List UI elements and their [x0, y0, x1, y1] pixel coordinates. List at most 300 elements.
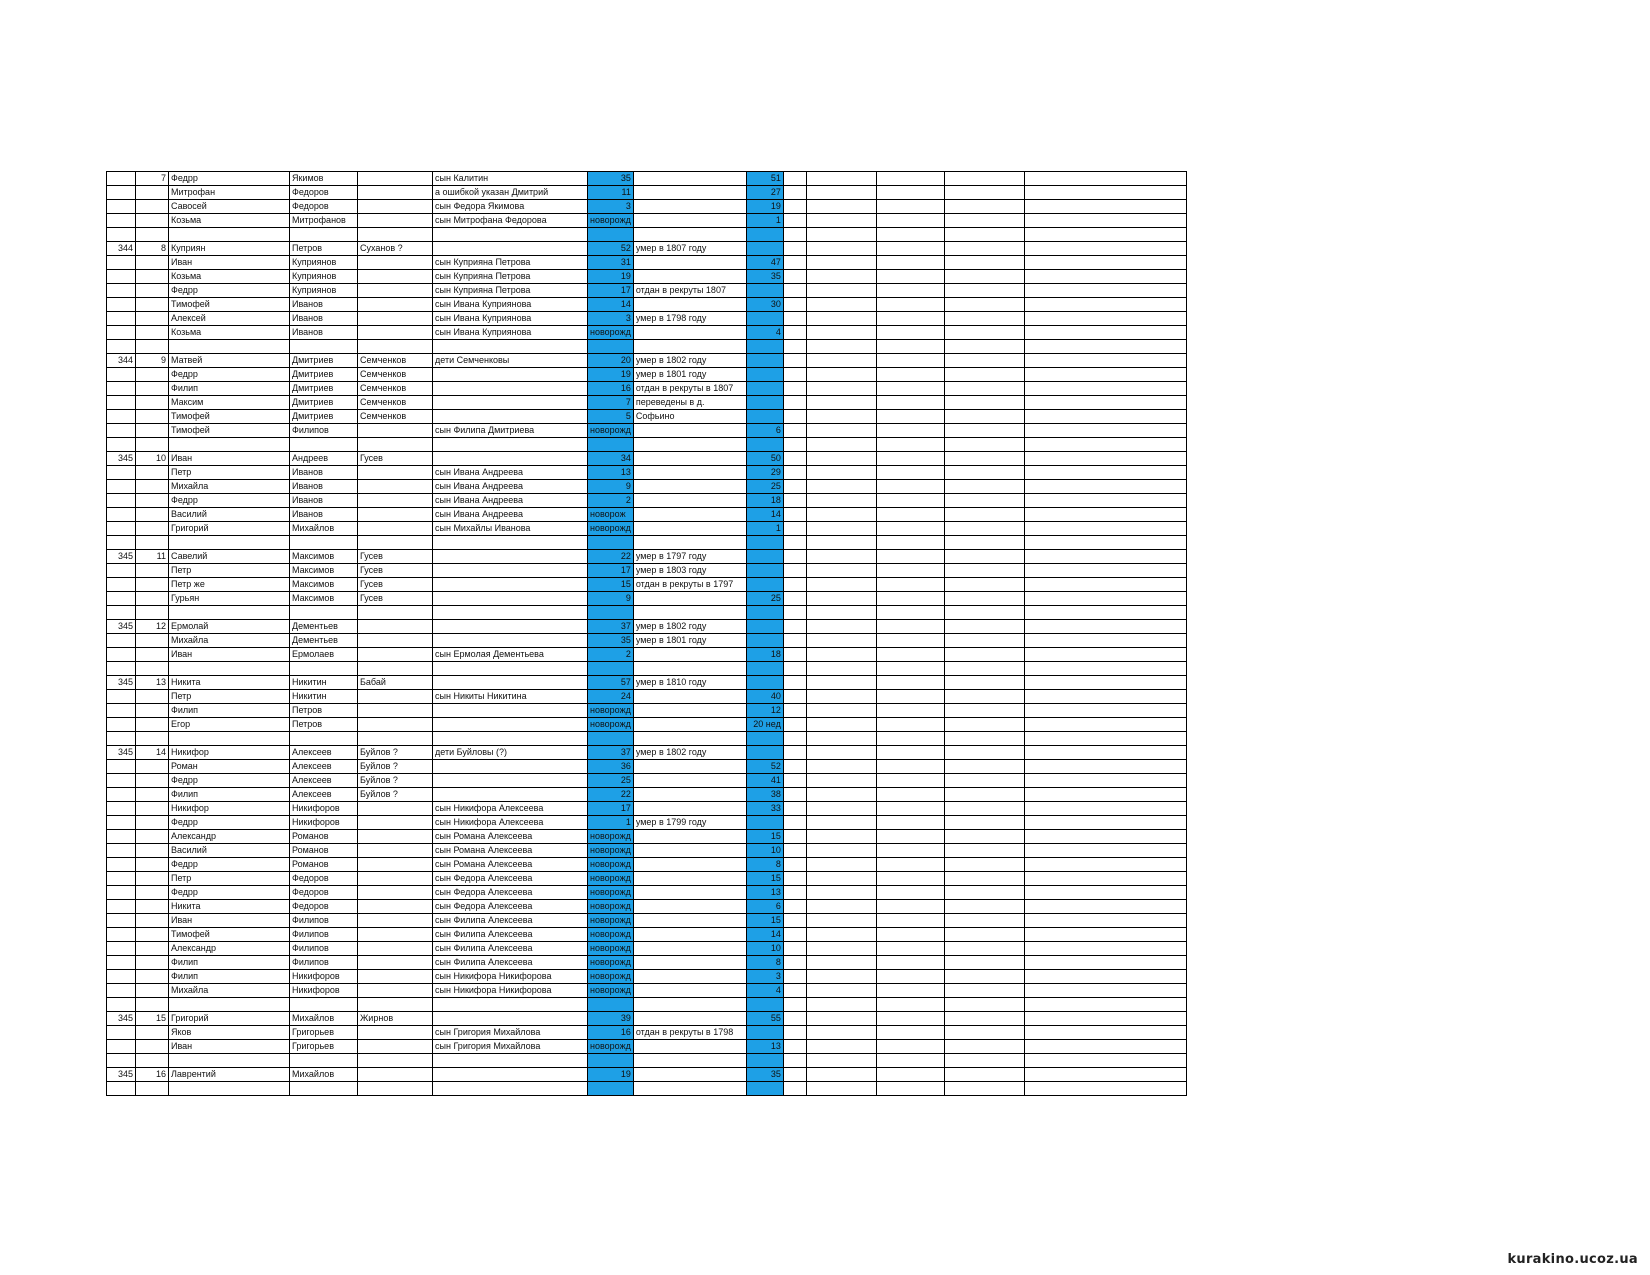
- age-1-cell: [588, 1054, 634, 1068]
- extra-col-4-cell: [944, 816, 1024, 830]
- extra-col-4-cell: [944, 606, 1024, 620]
- extra-col-4-cell: [944, 872, 1024, 886]
- first-name-cell: Лаврентий: [169, 1068, 290, 1082]
- extra-col-2-cell: [806, 312, 876, 326]
- table-row: [107, 620, 1187, 634]
- extra-col-1-cell: [783, 550, 806, 564]
- age-2-cell: 51: [746, 172, 783, 186]
- extra-col-3-cell: [876, 620, 944, 634]
- extra-col-2-cell: [806, 620, 876, 634]
- extra-col-4-cell: [944, 690, 1024, 704]
- remark-cell: [633, 508, 746, 522]
- age-2-cell: 40: [746, 690, 783, 704]
- household-number-cell: [136, 648, 169, 662]
- extra-col-5-cell: [1024, 760, 1186, 774]
- relation-note-cell: сын Филипа Алексеева: [433, 956, 588, 970]
- page-number-cell: [107, 900, 136, 914]
- patronymic-cell: Алексеев: [290, 746, 358, 760]
- table-row: [107, 480, 1187, 494]
- page-number-cell: [107, 200, 136, 214]
- age-1-cell: новорожд: [588, 844, 634, 858]
- extra-col-2-cell: [806, 214, 876, 228]
- relation-note-cell: сын Куприяна Петрова: [433, 256, 588, 270]
- extra-col-1-cell: [783, 816, 806, 830]
- patronymic-cell: Романов: [290, 830, 358, 844]
- age-1-cell: 35: [588, 634, 634, 648]
- extra-col-4-cell: [944, 424, 1024, 438]
- extra-col-4-cell: [944, 466, 1024, 480]
- relation-note-cell: [433, 1082, 588, 1096]
- remark-cell: умер в 1798 году: [633, 312, 746, 326]
- extra-col-3-cell: [876, 732, 944, 746]
- extra-col-5-cell: [1024, 186, 1186, 200]
- extra-col-1-cell: [783, 1068, 806, 1082]
- first-name-cell: Григорий: [169, 1012, 290, 1026]
- extra-col-1-cell: [783, 956, 806, 970]
- page-number-cell: [107, 606, 136, 620]
- household-number-cell: [136, 760, 169, 774]
- extra-col-5-cell: [1024, 844, 1186, 858]
- age-1-cell: 2: [588, 494, 634, 508]
- relation-note-cell: сын Никифора Никифорова: [433, 984, 588, 998]
- extra-col-5-cell: [1024, 1054, 1186, 1068]
- extra-col-4-cell: [944, 900, 1024, 914]
- patronymic-cell: Федоров: [290, 900, 358, 914]
- first-name-cell: Федрр: [169, 858, 290, 872]
- remark-cell: [633, 494, 746, 508]
- extra-col-1-cell: [783, 662, 806, 676]
- table-row: [107, 984, 1187, 998]
- patronymic-cell: Алексеев: [290, 760, 358, 774]
- extra-col-1-cell: [783, 256, 806, 270]
- page-number-cell: [107, 368, 136, 382]
- extra-col-5-cell: [1024, 340, 1186, 354]
- table-row: [107, 368, 1187, 382]
- age-2-cell: [746, 228, 783, 242]
- extra-col-4-cell: [944, 1068, 1024, 1082]
- first-name-cell: Григорий: [169, 522, 290, 536]
- table-row: [107, 494, 1187, 508]
- age-1-cell: 52: [588, 242, 634, 256]
- extra-col-2-cell: [806, 592, 876, 606]
- remark-cell: [633, 424, 746, 438]
- surname-cell: Семченков: [358, 410, 433, 424]
- extra-col-4-cell: [944, 984, 1024, 998]
- remark-cell: отдан в рекруты 1807: [633, 284, 746, 298]
- extra-col-3-cell: [876, 886, 944, 900]
- surname-cell: Гусев: [358, 550, 433, 564]
- extra-col-2-cell: [806, 704, 876, 718]
- age-2-cell: 15: [746, 914, 783, 928]
- relation-note-cell: [433, 634, 588, 648]
- household-number-cell: [136, 340, 169, 354]
- age-2-cell: [746, 312, 783, 326]
- surname-cell: [358, 214, 433, 228]
- age-2-cell: 13: [746, 1040, 783, 1054]
- extra-col-2-cell: [806, 326, 876, 340]
- table-row: [107, 326, 1187, 340]
- household-number-cell: [136, 564, 169, 578]
- surname-cell: [358, 914, 433, 928]
- age-1-cell: [588, 662, 634, 676]
- extra-col-1-cell: [783, 760, 806, 774]
- extra-col-5-cell: [1024, 886, 1186, 900]
- extra-col-2-cell: [806, 1068, 876, 1082]
- age-2-cell: [746, 634, 783, 648]
- household-number-cell: [136, 900, 169, 914]
- extra-col-1-cell: [783, 466, 806, 480]
- relation-note-cell: [433, 1068, 588, 1082]
- remark-cell: [633, 186, 746, 200]
- extra-col-5-cell: [1024, 634, 1186, 648]
- relation-note-cell: [433, 368, 588, 382]
- remark-cell: [633, 340, 746, 354]
- age-1-cell: новорожд: [588, 522, 634, 536]
- age-1-cell: новорожд: [588, 424, 634, 438]
- relation-note-cell: сын Никиты Никитина: [433, 690, 588, 704]
- page-number-cell: 345: [107, 676, 136, 690]
- extra-col-1-cell: [783, 1082, 806, 1096]
- extra-col-5-cell: [1024, 1026, 1186, 1040]
- patronymic-cell: Романов: [290, 858, 358, 872]
- table-row: [107, 830, 1187, 844]
- table-row: [107, 354, 1187, 368]
- first-name-cell: [169, 536, 290, 550]
- remark-cell: [633, 1012, 746, 1026]
- patronymic-cell: Дементьев: [290, 634, 358, 648]
- page-number-cell: [107, 578, 136, 592]
- extra-col-2-cell: [806, 522, 876, 536]
- extra-col-3-cell: [876, 1026, 944, 1040]
- remark-cell: [633, 788, 746, 802]
- extra-col-2-cell: [806, 676, 876, 690]
- page-number-cell: [107, 914, 136, 928]
- extra-col-3-cell: [876, 592, 944, 606]
- table-row: [107, 1026, 1187, 1040]
- household-number-cell: [136, 606, 169, 620]
- table-row: [107, 564, 1187, 578]
- household-number-cell: [136, 1026, 169, 1040]
- relation-note-cell: [433, 228, 588, 242]
- household-number-cell: [136, 690, 169, 704]
- extra-col-3-cell: [876, 1082, 944, 1096]
- age-1-cell: 22: [588, 550, 634, 564]
- household-number-cell: [136, 578, 169, 592]
- relation-note-cell: а ошибкой указан Дмитрий: [433, 186, 588, 200]
- extra-col-2-cell: [806, 284, 876, 298]
- page-number-cell: [107, 508, 136, 522]
- extra-col-3-cell: [876, 186, 944, 200]
- first-name-cell: Федрр: [169, 284, 290, 298]
- extra-col-4-cell: [944, 1082, 1024, 1096]
- relation-note-cell: сын Федора Алексеева: [433, 886, 588, 900]
- table-row: [107, 732, 1187, 746]
- extra-col-2-cell: [806, 200, 876, 214]
- page-number-cell: 344: [107, 242, 136, 256]
- relation-note-cell: [433, 550, 588, 564]
- household-number-cell: [136, 802, 169, 816]
- extra-col-5-cell: [1024, 228, 1186, 242]
- first-name-cell: Козьма: [169, 214, 290, 228]
- extra-col-5-cell: [1024, 536, 1186, 550]
- household-number-cell: [136, 592, 169, 606]
- remark-cell: [633, 298, 746, 312]
- remark-cell: [633, 774, 746, 788]
- first-name-cell: Федрр: [169, 172, 290, 186]
- extra-col-1-cell: [783, 606, 806, 620]
- household-number-cell: [136, 186, 169, 200]
- age-1-cell: новорожд: [588, 830, 634, 844]
- age-1-cell: 20: [588, 354, 634, 368]
- household-number-cell: 15: [136, 1012, 169, 1026]
- household-number-cell: [136, 956, 169, 970]
- age-1-cell: 9: [588, 480, 634, 494]
- relation-note-cell: [433, 662, 588, 676]
- remark-cell: умер в 1803 году: [633, 564, 746, 578]
- age-2-cell: [746, 606, 783, 620]
- remark-cell: [633, 228, 746, 242]
- table-row: [107, 522, 1187, 536]
- remark-cell: [633, 200, 746, 214]
- surname-cell: [358, 900, 433, 914]
- age-1-cell: 3: [588, 200, 634, 214]
- age-2-cell: [746, 1054, 783, 1068]
- extra-col-5-cell: [1024, 620, 1186, 634]
- age-2-cell: 35: [746, 1068, 783, 1082]
- relation-note-cell: сын Ивана Куприянова: [433, 326, 588, 340]
- relation-note-cell: сын Никифора Алексеева: [433, 802, 588, 816]
- extra-col-2-cell: [806, 886, 876, 900]
- patronymic-cell: [290, 438, 358, 452]
- age-2-cell: 13: [746, 886, 783, 900]
- age-1-cell: 17: [588, 284, 634, 298]
- remark-cell: умер в 1801 году: [633, 634, 746, 648]
- surname-cell: [358, 312, 433, 326]
- extra-col-1-cell: [783, 1026, 806, 1040]
- age-1-cell: 1: [588, 816, 634, 830]
- relation-note-cell: [433, 1054, 588, 1068]
- age-2-cell: 41: [746, 774, 783, 788]
- extra-col-1-cell: [783, 774, 806, 788]
- extra-col-5-cell: [1024, 704, 1186, 718]
- relation-note-cell: сын Федора Алексеева: [433, 872, 588, 886]
- first-name-cell: [169, 662, 290, 676]
- extra-col-4-cell: [944, 214, 1024, 228]
- age-1-cell: 7: [588, 396, 634, 410]
- table-row: [107, 270, 1187, 284]
- relation-note-cell: [433, 396, 588, 410]
- surname-cell: [358, 480, 433, 494]
- census-table: [106, 171, 1187, 1096]
- first-name-cell: Козьма: [169, 270, 290, 284]
- first-name-cell: Филип: [169, 956, 290, 970]
- page-number-cell: 345: [107, 550, 136, 564]
- extra-col-3-cell: [876, 256, 944, 270]
- extra-col-3-cell: [876, 438, 944, 452]
- surname-cell: [358, 270, 433, 284]
- first-name-cell: [169, 228, 290, 242]
- extra-col-2-cell: [806, 424, 876, 438]
- first-name-cell: Александр: [169, 942, 290, 956]
- age-2-cell: 55: [746, 1012, 783, 1026]
- table-row: [107, 438, 1187, 452]
- age-2-cell: 25: [746, 480, 783, 494]
- extra-col-1-cell: [783, 676, 806, 690]
- remark-cell: [633, 606, 746, 620]
- household-number-cell: [136, 368, 169, 382]
- age-2-cell: 29: [746, 466, 783, 480]
- extra-col-1-cell: [783, 438, 806, 452]
- page-number-cell: [107, 704, 136, 718]
- extra-col-3-cell: [876, 172, 944, 186]
- page-number-cell: [107, 634, 136, 648]
- age-2-cell: [746, 354, 783, 368]
- age-2-cell: 35: [746, 270, 783, 284]
- age-2-cell: 1: [746, 522, 783, 536]
- surname-cell: [358, 228, 433, 242]
- patronymic-cell: [290, 340, 358, 354]
- remark-cell: отдан в рекруты в 1807: [633, 382, 746, 396]
- page-number-cell: [107, 830, 136, 844]
- extra-col-2-cell: [806, 746, 876, 760]
- remark-cell: умер в 1801 году: [633, 368, 746, 382]
- extra-col-1-cell: [783, 186, 806, 200]
- age-1-cell: 34: [588, 452, 634, 466]
- extra-col-3-cell: [876, 354, 944, 368]
- surname-cell: [358, 438, 433, 452]
- relation-note-cell: [433, 998, 588, 1012]
- age-2-cell: 18: [746, 648, 783, 662]
- page-number-cell: [107, 592, 136, 606]
- age-2-cell: 8: [746, 858, 783, 872]
- extra-col-2-cell: [806, 494, 876, 508]
- extra-col-4-cell: [944, 718, 1024, 732]
- age-2-cell: 14: [746, 508, 783, 522]
- extra-col-4-cell: [944, 564, 1024, 578]
- relation-note-cell: сын Калитин: [433, 172, 588, 186]
- extra-col-5-cell: [1024, 732, 1186, 746]
- extra-col-2-cell: [806, 508, 876, 522]
- relation-note-cell: [433, 1012, 588, 1026]
- age-2-cell: 14: [746, 928, 783, 942]
- extra-col-4-cell: [944, 774, 1024, 788]
- page-number-cell: [107, 774, 136, 788]
- extra-col-2-cell: [806, 998, 876, 1012]
- age-1-cell: 57: [588, 676, 634, 690]
- relation-note-cell: [433, 704, 588, 718]
- first-name-cell: [169, 732, 290, 746]
- household-number-cell: [136, 270, 169, 284]
- household-number-cell: [136, 410, 169, 424]
- first-name-cell: Михайла: [169, 634, 290, 648]
- remark-cell: [633, 998, 746, 1012]
- remark-cell: умер в 1799 году: [633, 816, 746, 830]
- surname-cell: Буйлов ?: [358, 788, 433, 802]
- extra-col-1-cell: [783, 326, 806, 340]
- household-number-cell: [136, 536, 169, 550]
- surname-cell: [358, 1068, 433, 1082]
- remark-cell: [633, 970, 746, 984]
- surname-cell: Буйлов ?: [358, 746, 433, 760]
- extra-col-5-cell: [1024, 172, 1186, 186]
- surname-cell: [358, 1082, 433, 1096]
- extra-col-2-cell: [806, 564, 876, 578]
- remark-cell: [633, 928, 746, 942]
- age-1-cell: 19: [588, 270, 634, 284]
- surname-cell: [358, 844, 433, 858]
- table-row: [107, 200, 1187, 214]
- table-row: [107, 676, 1187, 690]
- extra-col-5-cell: [1024, 270, 1186, 284]
- extra-col-4-cell: [944, 270, 1024, 284]
- extra-col-5-cell: [1024, 984, 1186, 998]
- patronymic-cell: [290, 606, 358, 620]
- age-2-cell: 1: [746, 214, 783, 228]
- extra-col-2-cell: [806, 536, 876, 550]
- page-number-cell: [107, 396, 136, 410]
- age-2-cell: 6: [746, 424, 783, 438]
- extra-col-3-cell: [876, 578, 944, 592]
- household-number-cell: [136, 774, 169, 788]
- relation-note-cell: [433, 592, 588, 606]
- extra-col-2-cell: [806, 830, 876, 844]
- household-number-cell: [136, 312, 169, 326]
- table-row: [107, 900, 1187, 914]
- remark-cell: [633, 438, 746, 452]
- extra-col-1-cell: [783, 970, 806, 984]
- extra-col-1-cell: [783, 200, 806, 214]
- extra-col-3-cell: [876, 648, 944, 662]
- table-row: [107, 802, 1187, 816]
- table-row: [107, 928, 1187, 942]
- extra-col-4-cell: [944, 634, 1024, 648]
- extra-col-3-cell: [876, 606, 944, 620]
- first-name-cell: Федрр: [169, 886, 290, 900]
- patronymic-cell: Иванов: [290, 466, 358, 480]
- extra-col-2-cell: [806, 1082, 876, 1096]
- extra-col-3-cell: [876, 396, 944, 410]
- extra-col-5-cell: [1024, 242, 1186, 256]
- extra-col-2-cell: [806, 270, 876, 284]
- first-name-cell: Петр же: [169, 578, 290, 592]
- age-1-cell: 19: [588, 1068, 634, 1082]
- extra-col-2-cell: [806, 802, 876, 816]
- extra-col-4-cell: [944, 186, 1024, 200]
- remark-cell: [633, 886, 746, 900]
- surname-cell: Бабай: [358, 676, 433, 690]
- extra-col-3-cell: [876, 466, 944, 480]
- relation-note-cell: сын Григория Михайлова: [433, 1040, 588, 1054]
- extra-col-2-cell: [806, 634, 876, 648]
- relation-note-cell: [433, 788, 588, 802]
- household-number-cell: 13: [136, 676, 169, 690]
- first-name-cell: Филип: [169, 788, 290, 802]
- patronymic-cell: Алексеев: [290, 774, 358, 788]
- surname-cell: [358, 508, 433, 522]
- extra-col-2-cell: [806, 1026, 876, 1040]
- age-2-cell: 4: [746, 984, 783, 998]
- remark-cell: [633, 326, 746, 340]
- relation-note-cell: сын Куприяна Петрова: [433, 284, 588, 298]
- surname-cell: Жирнов: [358, 1012, 433, 1026]
- extra-col-1-cell: [783, 242, 806, 256]
- extra-col-2-cell: [806, 480, 876, 494]
- age-1-cell: 2: [588, 648, 634, 662]
- extra-col-3-cell: [876, 662, 944, 676]
- first-name-cell: [169, 606, 290, 620]
- surname-cell: [358, 1026, 433, 1040]
- page-number-cell: 345: [107, 1012, 136, 1026]
